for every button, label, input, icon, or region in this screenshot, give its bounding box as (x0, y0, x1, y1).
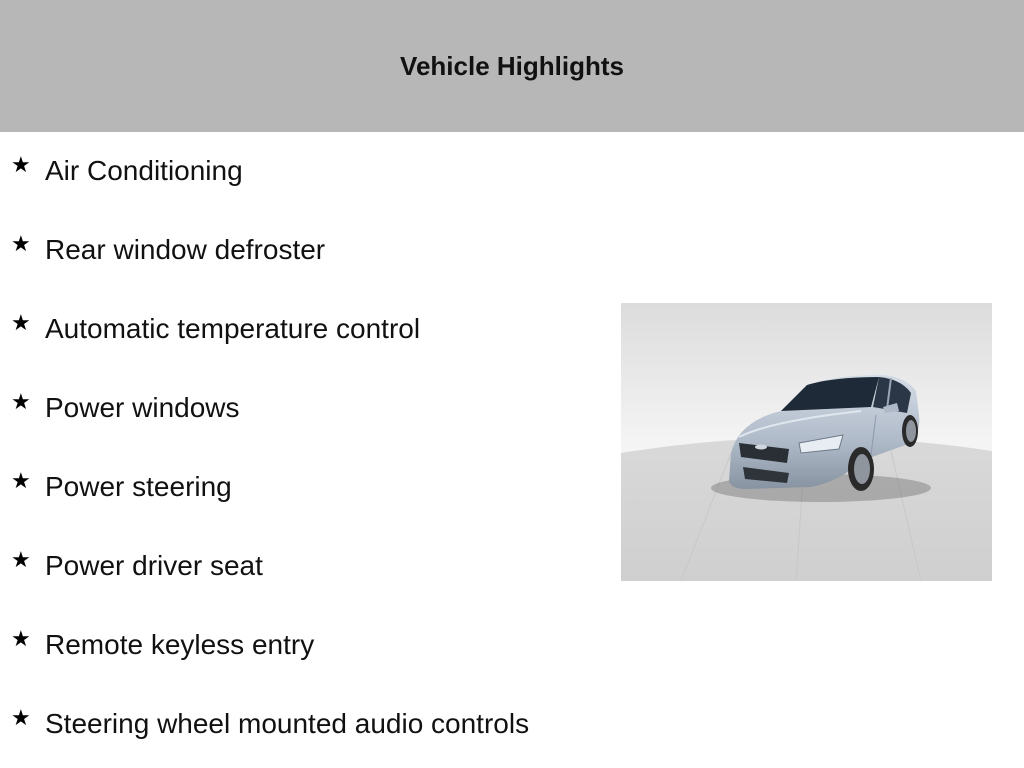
star-icon: ★ (11, 389, 31, 414)
feature-label: Power steering (45, 471, 232, 502)
feature-item (0, 290, 600, 369)
feature-item (0, 448, 600, 527)
star-icon: ★ (11, 231, 31, 256)
feature-item (0, 606, 600, 685)
star-icon: ★ (11, 547, 31, 572)
feature-item (0, 685, 600, 764)
star-icon: ★ (11, 705, 31, 730)
vehicle-photo (621, 303, 992, 581)
page-title: Vehicle Highlights (400, 50, 624, 81)
feature-label: Rear window defroster (45, 234, 326, 265)
page-header (0, 0, 1024, 132)
feature-item (0, 132, 600, 211)
car-illustration (621, 303, 992, 581)
feature-item (0, 369, 600, 448)
star-icon: ★ (11, 310, 31, 335)
star-icon: ★ (11, 626, 31, 651)
star-icon: ★ (11, 152, 31, 177)
star-icon: ★ (11, 468, 31, 493)
feature-label: Air Conditioning (45, 155, 243, 186)
feature-label: Steering wheel mounted audio controls (45, 708, 530, 739)
feature-label: Power windows (45, 392, 240, 423)
feature-label: Remote keyless entry (45, 629, 315, 660)
feature-label: Power driver seat (45, 550, 263, 581)
feature-item (0, 211, 600, 290)
feature-label: Automatic temperature control (45, 313, 421, 344)
feature-item (0, 527, 600, 606)
features-list (0, 132, 600, 764)
